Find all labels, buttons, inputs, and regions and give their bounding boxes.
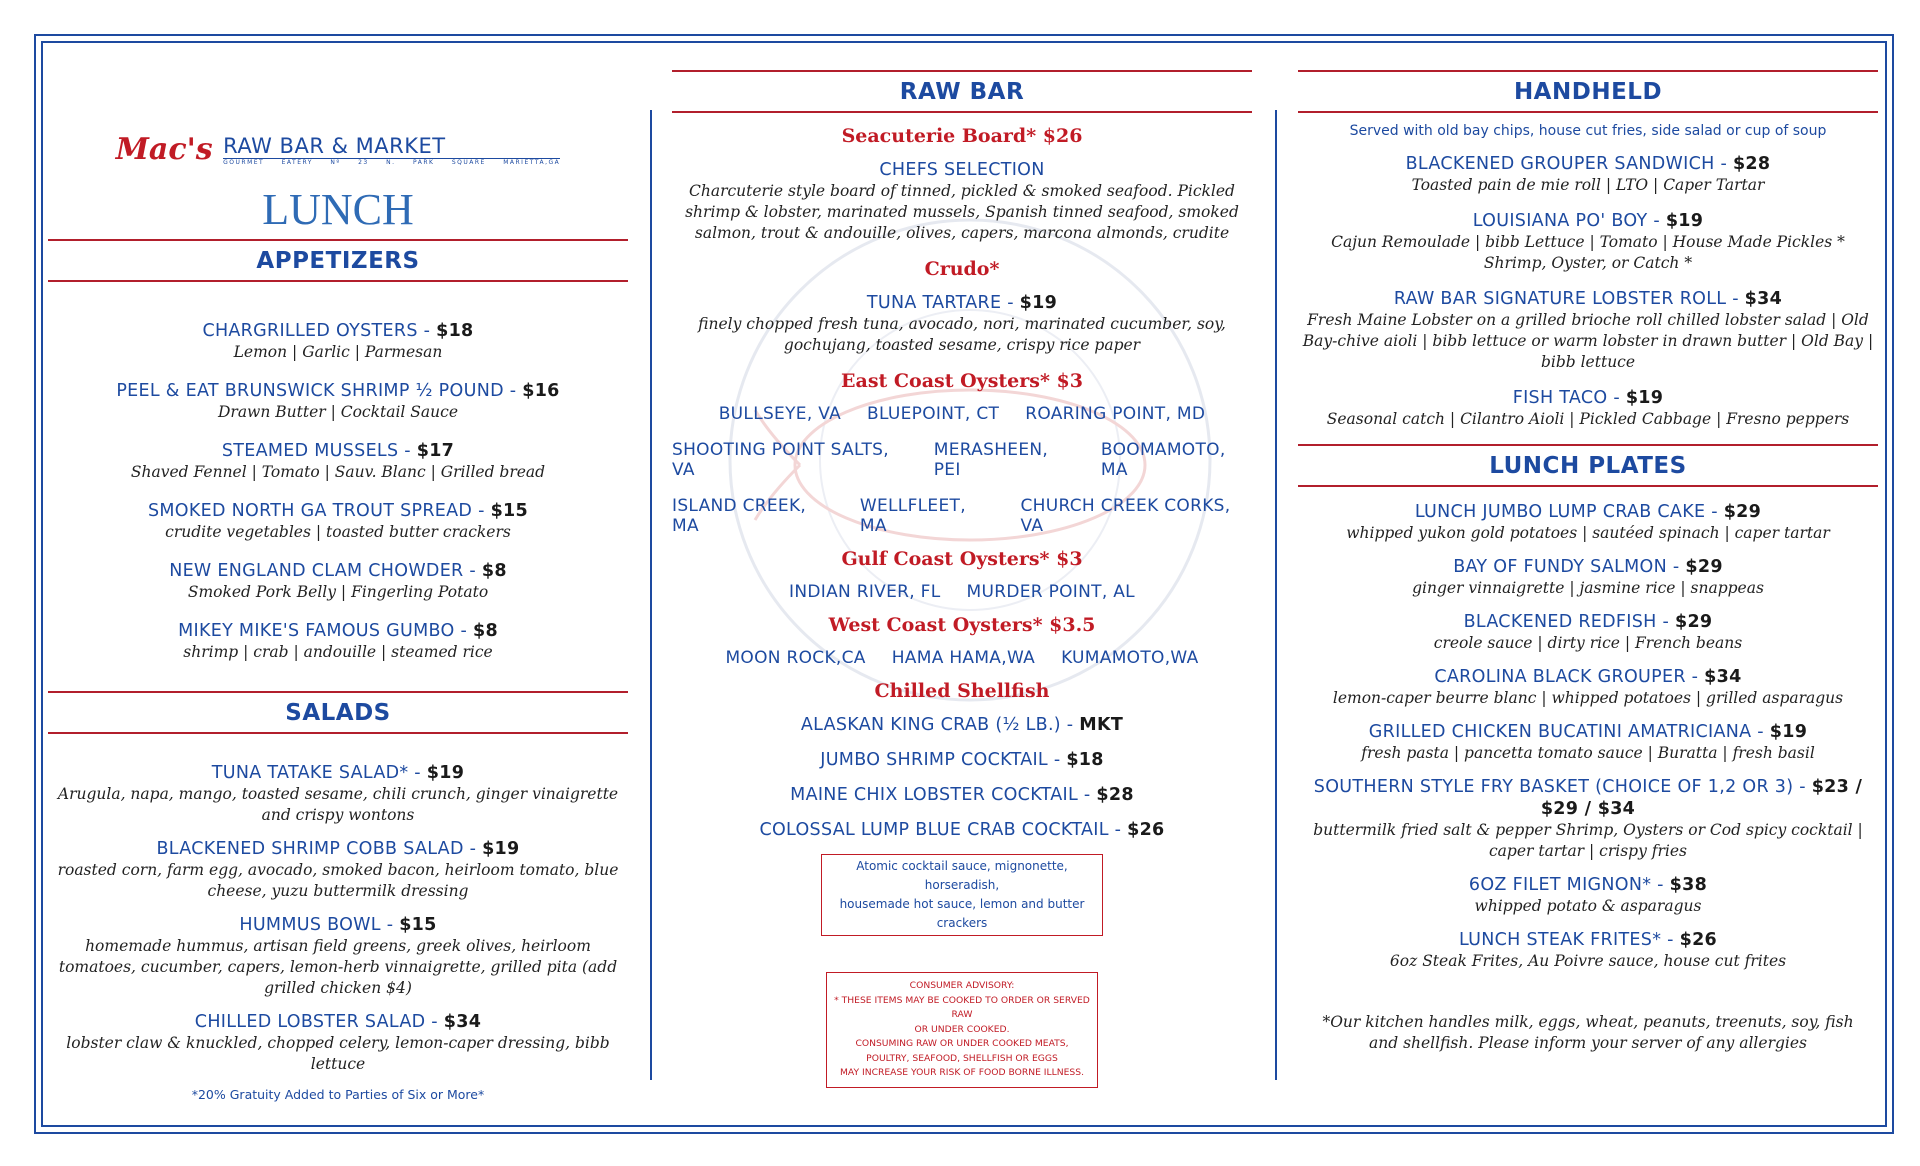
right-column <box>1298 70 1878 1054</box>
item-name: BLACKENED REDFISH - $29 <box>1463 612 1713 632</box>
item-name: JUMBO SHRIMP COCKTAIL - $18 <box>820 750 1104 770</box>
oyster-variety: BOOMAMOTO, MA <box>1100 440 1226 480</box>
oyster-variety: MURDER POINT, AL <box>966 582 1135 602</box>
menu-item <box>1298 929 1878 972</box>
oyster-row <box>672 496 1252 536</box>
section-title-handheld: HANDHELD <box>1513 79 1663 105</box>
item-desc: buttermilk fried salt & pepper Shrimp, Oysters or Cod spicy cocktail | caper tartar | crispy fries <box>1313 821 1863 860</box>
menu-item <box>672 784 1252 806</box>
section-title-salads: SALADS <box>285 700 391 726</box>
oyster-variety: WELLFLEET, MA <box>859 496 966 536</box>
item-name: LUNCH JUMBO LUMP CRAB CAKE - $29 <box>1414 502 1762 522</box>
item-price: $16 <box>522 381 560 401</box>
item-price: $29 <box>1723 502 1762 522</box>
item-price: $18 <box>1066 750 1104 770</box>
menu-item <box>48 440 628 483</box>
menu-item <box>1298 288 1878 373</box>
menu-item <box>1298 153 1878 196</box>
menu-item <box>48 620 628 663</box>
menu-item <box>48 914 628 999</box>
oyster-variety: CHURCH CREEK CORKS, VA <box>1020 496 1231 536</box>
gulf-coast-oysters <box>672 582 1252 602</box>
item-desc: roasted corn, farm egg, avocado, smoked bacon, heirloom tomato, blue cheese, yuzu buttermilk dressing <box>57 861 619 900</box>
item-desc: finely chopped fresh tuna, avocado, nori, marinated cucumber, soy, gochujang, toasted sesame, crispy rice paper <box>698 315 1226 354</box>
item-name: CHEFS SELECTION <box>879 160 1045 180</box>
item-name: PEEL & EAT BRUNSWICK SHRIMP ½ POUND - $16 <box>116 381 560 401</box>
salad-list <box>48 762 628 1075</box>
west-coast-oysters <box>672 648 1252 668</box>
logo-subline: GOURMET EATERY Nº 23 N. PARK SQUARE MARIETTA,GA <box>223 158 561 166</box>
menu-item <box>672 749 1252 771</box>
item-name: BAY OF FUNDY SALMON - $29 <box>1453 557 1723 577</box>
item-price: $28 <box>1096 785 1134 805</box>
logo-name: RAW BAR & MARKET <box>223 134 560 159</box>
item-price: MKT <box>1079 715 1124 735</box>
shellfish-list <box>672 714 1252 841</box>
item-price: $19 <box>1625 388 1664 408</box>
chilled-shellfish-heading: Chilled Shellfish <box>874 680 1050 702</box>
menu-item <box>1298 874 1878 917</box>
rule <box>1298 485 1878 487</box>
item-desc: fresh pasta | pancetta tomato sauce | Buratta | fresh basil <box>1361 744 1815 762</box>
allergy-note: *Our kitchen handles milk, eggs, wheat, peanuts, treenuts, soy, fish and shellfish. Please inform your server of any allergies <box>1322 1013 1854 1052</box>
item-name: STEAMED MUSSELS - $17 <box>221 441 455 461</box>
item-name: NEW ENGLAND CLAM CHOWDER - $8 <box>169 561 507 581</box>
item-name: CHILLED LOBSTER SALAD - $34 <box>194 1012 482 1032</box>
menu-item <box>672 292 1252 356</box>
item-name: MAINE CHIX LOBSTER COCKTAIL - $28 <box>790 785 1134 805</box>
item-desc: Cajun Remoulade | bibb Lettuce | Tomato | House Made Pickles * Shrimp, Oyster, or Catch * <box>1331 233 1845 272</box>
item-desc: crudite vegetables | toasted butter crackers <box>165 523 511 541</box>
item-desc: homemade hummus, artisan field greens, greek olives, heirloom tomatoes, cucumber, capers, lemon-herb vinnaigrette, grilled pita (add grilled chicken $4) <box>58 937 618 997</box>
item-name: MIKEY MIKE'S FAMOUS GUMBO - $8 <box>178 621 498 641</box>
menu-item <box>48 380 628 423</box>
item-name: BLACKENED GROUPER SANDWICH - $28 <box>1405 154 1771 174</box>
item-name: SMOKED NORTH GA TROUT SPREAD - $15 <box>147 501 528 521</box>
rule <box>1298 111 1878 113</box>
oyster-variety: KUMAMOTO,WA <box>1061 648 1199 668</box>
item-name: FISH TACO - $19 <box>1512 388 1664 408</box>
oyster-variety: MERASHEEN, PEI <box>933 440 1049 480</box>
item-desc: Lemon | Garlic | Parmesan <box>233 343 443 361</box>
item-price: $15 <box>490 501 528 521</box>
rule <box>672 111 1252 113</box>
item-name: HUMMUS BOWL - $15 <box>239 915 437 935</box>
oyster-variety: ROARING POINT, MD <box>1025 404 1206 424</box>
oyster-row <box>672 582 1252 602</box>
menu-item <box>48 320 628 363</box>
middle-column <box>672 70 1252 1088</box>
logo-script: Mac's <box>115 132 213 167</box>
gratuity-note: *20% Gratuity Added to Parties of Six or More* <box>191 1087 485 1102</box>
item-name: LOUISIANA PO' BOY - $19 <box>1472 211 1704 231</box>
item-desc: Toasted pain de mie roll | LTO | Caper Tartar <box>1411 176 1765 194</box>
appetizer-list <box>48 320 628 663</box>
item-desc: whipped potato & asparagus <box>1474 897 1702 915</box>
item-price: $26 <box>1679 930 1718 950</box>
rule <box>48 280 628 282</box>
section-title-appetizers: APPETIZERS <box>256 248 420 274</box>
item-desc: lemon-caper beurre blanc | whipped potatoes | grilled asparagus <box>1332 689 1844 707</box>
brand-logo <box>48 132 628 176</box>
item-name: BLACKENED SHRIMP COBB SALAD - $19 <box>156 839 520 859</box>
menu-item <box>672 819 1252 841</box>
item-desc: Arugula, napa, mango, toasted sesame, chili crunch, ginger vinaigrette and crispy wontons <box>57 785 619 824</box>
item-name: LUNCH STEAK FRITES* - $26 <box>1458 930 1718 950</box>
item-name: TUNA TARTARE - $19 <box>866 293 1058 313</box>
item-name: CHARGRILLED OYSTERS - $18 <box>202 321 474 341</box>
item-price: $19 <box>1769 722 1808 742</box>
item-price: $19 <box>1665 211 1704 231</box>
item-price: $19 <box>482 839 520 859</box>
menu-item <box>48 838 628 902</box>
crudo-heading: Crudo* <box>924 258 1000 280</box>
oyster-variety: MOON ROCK,CA <box>725 648 866 668</box>
item-name: GRILLED CHICKEN BUCATINI AMATRICIANA - $19 <box>1368 722 1808 742</box>
item-name: SOUTHERN STYLE FRY BASKET (CHOICE OF 1,2 OR 3) - $23 / $29 / $34 <box>1313 777 1863 819</box>
item-desc: Charcuterie style board of tinned, pickled & smoked seafood. Pickled shrimp & lobster, marinated mussels, Spanish tinned seafood, smoked salmon, trout & andouille, olives, capers, marcona almonds, crudite <box>685 182 1239 242</box>
item-name: CAROLINA BLACK GROUPER - $34 <box>1434 667 1742 687</box>
item-name: COLOSSAL LUMP BLUE CRAB COCKTAIL - $26 <box>759 820 1165 840</box>
menu-item <box>1298 210 1878 274</box>
item-price: $23 / $29 / $34 <box>1540 777 1863 819</box>
item-price: $28 <box>1732 154 1771 174</box>
menu-item <box>1298 776 1878 862</box>
item-price: $8 <box>472 621 498 641</box>
menu-item <box>48 1011 628 1075</box>
divider-right <box>1275 110 1277 1080</box>
item-desc: 6oz Steak Frites, Au Poivre sauce, house cut frites <box>1389 952 1787 970</box>
item-desc: whipped yukon gold potatoes | sautéed spinach | caper tartar <box>1346 524 1830 542</box>
menu-item <box>672 159 1252 244</box>
item-price: $29 <box>1685 557 1723 577</box>
section-title-lunch-plates: LUNCH PLATES <box>1489 453 1687 479</box>
oyster-row <box>672 648 1252 668</box>
oyster-variety: BULLSEYE, VA <box>718 404 842 424</box>
item-desc: shrimp | crab | andouille | steamed rice <box>183 643 493 661</box>
item-desc: Shaved Fennel | Tomato | Sauv. Blanc | Grilled bread <box>130 463 546 481</box>
sauces-note: Atomic cocktail sauce, mignonette, horseradish, housemade hot sauce, lemon and butter crackers <box>821 854 1103 936</box>
item-name: ALASKAN KING CRAB (½ LB.) - MKT <box>800 715 1124 735</box>
west-coast-heading: West Coast Oysters* $3.5 <box>828 614 1096 636</box>
menu-item <box>1298 611 1878 654</box>
seacuterie-heading: Seacuterie Board* $26 <box>841 125 1083 147</box>
item-desc: lobster claw & knuckled, chopped celery, lemon-caper dressing, bibb lettuce <box>66 1034 610 1073</box>
menu-item <box>1298 501 1878 544</box>
oyster-row <box>672 404 1252 424</box>
menu-item <box>1298 387 1878 430</box>
item-desc: ginger vinnaigrette | jasmine rice | snappeas <box>1412 579 1764 597</box>
menu-item <box>1298 666 1878 709</box>
left-column <box>48 60 628 1102</box>
item-desc: Smoked Pork Belly | Fingerling Potato <box>187 583 489 601</box>
menu-item <box>1298 721 1878 764</box>
item-desc: Fresh Maine Lobster on a grilled brioche roll chilled lobster salad | Old Bay-chive aioli | bibb lettuce or warm lobster in drawn butter | Old Bay | bibb lettuce <box>1302 311 1874 371</box>
item-price: $17 <box>416 441 455 461</box>
rule <box>48 732 628 734</box>
item-price: $19 <box>426 763 465 783</box>
menu-item <box>48 762 628 826</box>
item-name: RAW BAR SIGNATURE LOBSTER ROLL - $34 <box>1393 289 1783 309</box>
item-desc: Seasonal catch | Cilantro Aioli | Pickled Cabbage | Fresno peppers <box>1326 410 1850 428</box>
item-price: $18 <box>436 321 474 341</box>
east-coast-heading: East Coast Oysters* $3 <box>841 370 1083 392</box>
item-price: $34 <box>443 1012 482 1032</box>
consumer-advisory: CONSUMER ADVISORY: * THESE ITEMS MAY BE COOKED TO ORDER OR SERVED RAW OR UNDER COOKED. CONSUMING RAW OR UNDER COOKED MEATS, POULTRY, SEAFOOD, SHELLFISH OR EGGS MAY INCREASE YOUR RISK OF FOOD BORNE ILLNESS. <box>826 972 1098 1088</box>
oyster-variety: HAMA HAMA,WA <box>891 648 1036 668</box>
item-price: $8 <box>481 561 507 581</box>
item-desc: creole sauce | dirty rice | French beans <box>1433 634 1743 652</box>
divider-left <box>650 110 652 1080</box>
handheld-list <box>1298 153 1878 430</box>
oyster-row <box>672 440 1252 480</box>
lunch-plates-list <box>1298 501 1878 972</box>
gulf-coast-heading: Gulf Coast Oysters* $3 <box>841 548 1083 570</box>
item-price: $34 <box>1744 289 1783 309</box>
item-price: $15 <box>399 915 437 935</box>
item-price: $29 <box>1674 612 1713 632</box>
item-name: 6OZ FILET MIGNON* - $38 <box>1468 875 1708 895</box>
menu-item <box>672 714 1252 736</box>
item-name: TUNA TATAKE SALAD* - $19 <box>211 763 465 783</box>
menu-item <box>1298 556 1878 599</box>
section-title-raw-bar: RAW BAR <box>899 79 1025 105</box>
oyster-variety: BLUEPOINT, CT <box>867 404 1000 424</box>
east-coast-oysters <box>672 404 1252 536</box>
menu-item <box>48 560 628 603</box>
menu-item <box>48 500 628 543</box>
oyster-variety: SHOOTING POINT SALTS, VA <box>672 440 889 480</box>
handheld-subtitle: Served with old bay chips, house cut fries, side salad or cup of soup <box>1349 123 1827 139</box>
menu-title: LUNCH <box>262 185 414 234</box>
oyster-variety: INDIAN RIVER, FL <box>789 582 941 602</box>
item-desc: Drawn Butter | Cocktail Sauce <box>217 403 458 421</box>
item-price: $38 <box>1669 875 1708 895</box>
item-price: $26 <box>1127 820 1165 840</box>
oyster-variety: ISLAND CREEK, MA <box>672 496 807 536</box>
item-price: $34 <box>1704 667 1742 687</box>
